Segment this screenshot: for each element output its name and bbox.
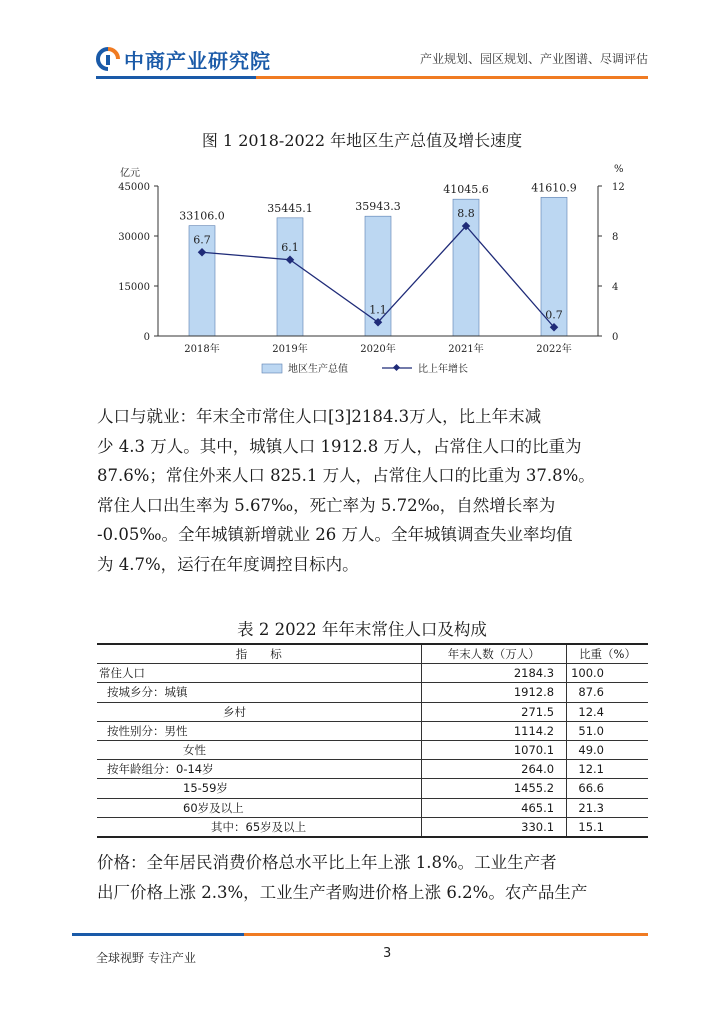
table-cell-count: 1455.2 [421,779,567,798]
right-tick-label: 12 [612,182,625,193]
right-tick-label: 4 [612,282,619,293]
footer-slogan: 全球视野 专注产业 [96,951,196,965]
table-cell-share: 100.0 [567,664,648,683]
paragraph-line: -0.05‰。全年城镇新增就业 26 万人。全年城镇调查失业率均值 [97,525,573,544]
table-cell-share: 15.1 [567,817,648,837]
left-tick-label: 30000 [118,232,150,243]
legend-swatch-bar [262,364,282,373]
population-employment-paragraph [97,402,657,579]
table-row [97,664,648,683]
table-row [97,721,648,740]
right-tick-label: 8 [612,232,619,243]
left-tick-label: 45000 [118,182,150,193]
table-cell-share: 12.4 [567,702,648,721]
table-cell-label: 其中：65岁及以上 [97,817,421,837]
footer-divider-orange [244,933,648,936]
legend-label-bar: 地区生产总值 [288,364,348,375]
left-tick-label: 15000 [118,282,150,293]
table-header-count: 年末人数（万人） [421,644,567,664]
paragraph-line: 价格：全年居民消费价格总水平比上年上涨 1.8%。工业生产者 [97,853,557,872]
bar-value-label: 41610.9 [531,181,577,195]
growth-value-label: 6.1 [281,240,299,254]
population-table [97,643,648,838]
right-axis-unit: % [614,164,624,175]
table-cell-share: 66.6 [567,779,648,798]
x-tick-label: 2021年 [448,344,484,355]
paragraph-line: 人口与就业：年末全市常住人口[3]2184.3万人，比上年末减 [97,407,542,426]
left-axis-unit: 亿元 [120,168,140,179]
logo-icon [96,47,120,71]
header-divider-orange [256,76,648,79]
table-cell-share: 49.0 [567,740,648,759]
bar-value-label: 41045.6 [443,183,489,197]
x-tick-label: 2019年 [272,344,308,355]
table-cell-label: 15-59岁 [97,779,421,798]
growth-value-label: 8.8 [457,207,475,220]
table-row [97,760,648,779]
paragraph-line: 少 4.3 万人。其中，城镇人口 1912.8 万人，占常住人口的比重为 [97,436,582,456]
gdp-chart [100,158,640,386]
table-cell-label: 女性 [97,740,421,759]
left-tick-label: 0 [143,332,150,343]
table-row [97,702,648,721]
table-cell-count: 1114.2 [421,721,567,740]
table-cell-count: 1912.8 [421,683,567,702]
logo [96,46,271,72]
bar-value-label: 35445.1 [267,201,313,215]
header-tagline: 产业规划、园区规划、产业图谱、尽调评估 [419,52,648,66]
table-cell-share: 12.1 [567,760,648,779]
bar-value-label: 33106.0 [179,209,225,223]
paragraph-line: 87.6%；常住外来人口 825.1 万人，占常住人口的比重为 37.8%。 [97,466,595,485]
table-cell-count: 271.5 [421,702,567,721]
logo-text: 中商产业研究院 [124,48,271,73]
bar [277,218,303,336]
table-cell-label: 60岁及以上 [97,798,421,817]
x-tick-label: 2022年 [536,344,572,355]
table-cell-count: 264.0 [421,760,567,779]
table-cell-label: 按年龄组分：0-14岁 [97,760,421,779]
table-header-row [97,644,648,664]
table-row [97,817,648,837]
growth-value-label: 6.7 [193,233,211,247]
header-divider-blue [96,76,256,79]
table-cell-share: 21.3 [567,798,648,817]
growth-value-label: 1.1 [369,303,387,317]
table-row [97,683,648,702]
table-row [97,740,648,759]
page-number: 3 [383,946,392,961]
table-title: 表 2 2022 年年末常住人口及构成 [237,620,487,639]
table-row [97,798,648,817]
table-cell-label: 按城乡分：城镇 [97,683,421,702]
table-cell-label: 常住人口 [97,664,421,683]
table-header-indicator: 指 标 [97,644,421,664]
table-cell-count: 2184.3 [421,664,567,683]
x-tick-label: 2018年 [184,344,220,355]
table-header-share: 比重（%） [567,644,648,664]
table-row [97,779,648,798]
right-tick-label: 0 [612,332,619,343]
table-cell-label: 按性别分：男性 [97,721,421,740]
table-cell-count: 330.1 [421,817,567,837]
price-paragraph [97,848,657,907]
table-cell-count: 1070.1 [421,740,567,759]
figure-title: 图 1 2018-2022 年地区生产总值及增长速度 [201,131,523,150]
table-cell-share: 87.6 [567,683,648,702]
table-cell-label: 乡村 [97,702,421,721]
footer-divider-blue [72,933,244,936]
table-cell-count: 465.1 [421,798,567,817]
bar-value-label: 35943.3 [355,200,401,214]
legend-swatch-marker [393,364,400,371]
growth-value-label: 0.7 [545,308,563,322]
paragraph-line: 常住人口出生率为 5.67‰，死亡率为 5.72‰，自然增长率为 [97,495,556,515]
x-tick-label: 2020年 [360,344,396,355]
table-cell-share: 51.0 [567,721,648,740]
paragraph-line: 出厂价格上涨 2.3%，工业生产者购进价格上涨 6.2%。农产品生产 [97,882,588,902]
paragraph-line: 为 4.7%，运行在年度调控目标内。 [97,554,359,574]
legend-label-line: 比上年增长 [418,364,468,375]
